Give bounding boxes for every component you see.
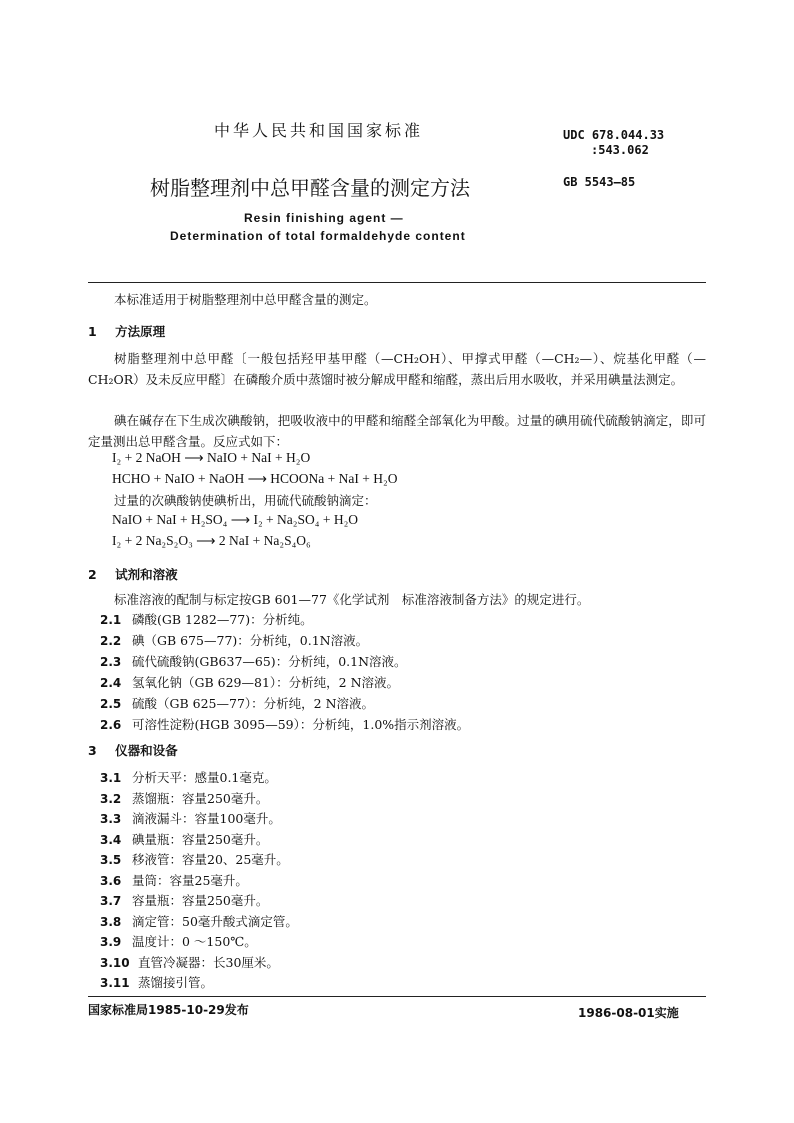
apparatus-item: [100, 830, 268, 850]
apparatus-item-text: 碘量瓶：容量250毫升。: [132, 831, 269, 847]
apparatus-item-text: 蒸馏瓶：容量250毫升。: [132, 790, 269, 806]
apparatus-item-text: 分析天平：感量0.1毫克。: [132, 770, 277, 785]
reagent-item-number: 2.1: [100, 613, 122, 627]
apparatus-item-number: 3.10: [100, 955, 130, 970]
equation-2: HCHO + NaIO + NaOH ⟶ HCOONa + NaI + H₂O: [112, 471, 398, 486]
reagent-item: [100, 610, 313, 630]
reagent-item: [100, 631, 368, 651]
apparatus-item-number: 3.8: [100, 914, 122, 929]
section-3-number: 3: [88, 743, 97, 758]
issue-date: 国家标准局1985-10-29发布: [88, 1003, 249, 1017]
apparatus-item: [100, 850, 289, 870]
english-title-line2: Determination of total formaldehyde content: [170, 229, 466, 243]
reagent-item-text: 硫酸（GB 625—77）：分析纯，2 N溶液。: [132, 696, 375, 711]
principle-paragraph-1: 树脂整理剂中总甲醛〔一般包括羟甲基甲醛（—CH₂OH）、甲撑式甲醛（—CH₂—）、烷基化甲醛（—CH₂OR）及未反应甲醛〕在磷酸介质中蒸馏时被分解成甲醛和缩醛，蒸出后用水吸收，并采用碘量法测定。: [88, 351, 706, 387]
reagent-item-number: 2.2: [100, 634, 122, 648]
reagent-item-number: 2.4: [100, 676, 122, 690]
apparatus-item-text: 滴液漏斗：容量100毫升。: [132, 811, 281, 826]
section-1-heading: [88, 322, 165, 340]
reagent-item-number: 2.3: [100, 655, 122, 669]
apparatus-item-text: 蒸馏接引管。: [138, 975, 214, 990]
section-2-number: 2: [88, 567, 97, 582]
apparatus-item-text: 量筒：容量25毫升。: [132, 872, 248, 888]
section-3-heading: [88, 741, 178, 759]
apparatus-item: [100, 932, 257, 952]
principle-paragraph-3: 过量的次碘酸钠使碘析出，用硫代硫酸钠滴定：: [114, 493, 377, 508]
reagent-item-text: 磷酸(GB 1282—77)：分析纯。: [132, 612, 313, 627]
apparatus-item-text: 温度计：0 ～150℃。: [132, 934, 257, 949]
reagent-item: [100, 673, 399, 693]
apparatus-item: [100, 953, 279, 973]
reagent-item-number: 2.5: [100, 697, 122, 711]
header-rule: [88, 282, 706, 283]
apparatus-item-number: 3.2: [100, 791, 122, 806]
reagent-item-text: 氢氧化钠（GB 629—81）：分析纯，2 N溶液。: [132, 675, 400, 690]
apparatus-item-number: 3.4: [100, 832, 122, 847]
reagent-item: [100, 715, 469, 735]
principle-paragraph-2: 碘在碱存在下生成次碘酸钠，把吸收液中的甲醛和缩醛全部氧化为甲酸。过量的碘用硫代硫酸钠滴定，即可定量测出总甲醛含量。反应式如下：: [88, 413, 706, 449]
apparatus-item-number: 3.7: [100, 894, 122, 908]
apparatus-item-number: 3.5: [100, 853, 122, 867]
scope-statement: 本标准适用于树脂整理剂中总甲醛含量的测定。: [114, 292, 377, 307]
section-1-title: 方法原理: [115, 324, 166, 339]
udc-code-line1: UDC 678.044.33: [563, 128, 665, 142]
reagent-item-text: 硫代硫酸钠(GB637—65)：分析纯，0.1N溶液。: [132, 654, 407, 669]
apparatus-item: [100, 789, 268, 809]
apparatus-item: [100, 912, 298, 932]
reagent-item: [100, 694, 374, 714]
apparatus-item-number: 3.9: [100, 935, 122, 949]
effective-date: 1986-08-01实施: [578, 1006, 679, 1020]
reagent-item: [100, 652, 407, 672]
apparatus-item: [100, 891, 268, 911]
apparatus-item: [100, 768, 277, 788]
apparatus-item-number: 3.1: [100, 771, 122, 785]
apparatus-item: [100, 871, 248, 891]
udc-code-line2: :543.062: [591, 143, 649, 157]
reagent-item-number: 2.6: [100, 718, 122, 732]
equation-3: NaIO + NaI + H₂SO₄ ⟶ I₂ + Na₂SO₄ + H₂O: [112, 512, 359, 527]
apparatus-item: [100, 809, 281, 829]
apparatus-item-number: 3.11: [100, 976, 130, 990]
issuing-country-standard: 中华人民共和国国家标准: [214, 121, 424, 140]
equation-1: I₂ + 2 NaOH ⟶ NaIO + NaI + H₂O: [112, 450, 311, 465]
apparatus-item-text: 直管冷凝器：长30厘米。: [138, 954, 279, 970]
equation-4: I₂ + 2 Na₂S₂O₃ ⟶ 2 NaI + Na₂S₄O₆: [112, 533, 311, 548]
apparatus-item: [100, 973, 213, 993]
section-2-title: 试剂和溶液: [115, 567, 178, 582]
apparatus-item-number: 3.3: [100, 812, 122, 826]
gb-code: GB 5543—85: [563, 175, 636, 189]
apparatus-item-text: 容量瓶：容量250毫升。: [132, 893, 269, 908]
apparatus-item-number: 3.6: [100, 873, 122, 888]
english-title-line1: Resin finishing agent —: [244, 211, 404, 225]
reagent-item-text: 可溶性淀粉(HGB 3095—59）：分析纯，1.0%指示剂溶液。: [132, 717, 470, 732]
section-1-number: 1: [88, 324, 97, 339]
reagent-item-text: 碘（GB 675—77)：分析纯，0.1N溶液。: [132, 633, 369, 648]
document-title: 树脂整理剂中总甲醛含量的测定方法: [150, 176, 470, 200]
section-3-title: 仪器和设备: [115, 743, 178, 758]
footer-rule: [88, 996, 706, 997]
apparatus-item-text: 滴定管：50毫升酸式滴定管。: [132, 913, 298, 929]
apparatus-item-text: 移液管：容量20、25毫升。: [132, 852, 289, 867]
section-2-heading: [88, 565, 178, 583]
reagents-intro: 标准溶液的配制与标定按GB 601—77《化学试剂 标准溶液制备方法》的规定进行。: [114, 592, 590, 607]
